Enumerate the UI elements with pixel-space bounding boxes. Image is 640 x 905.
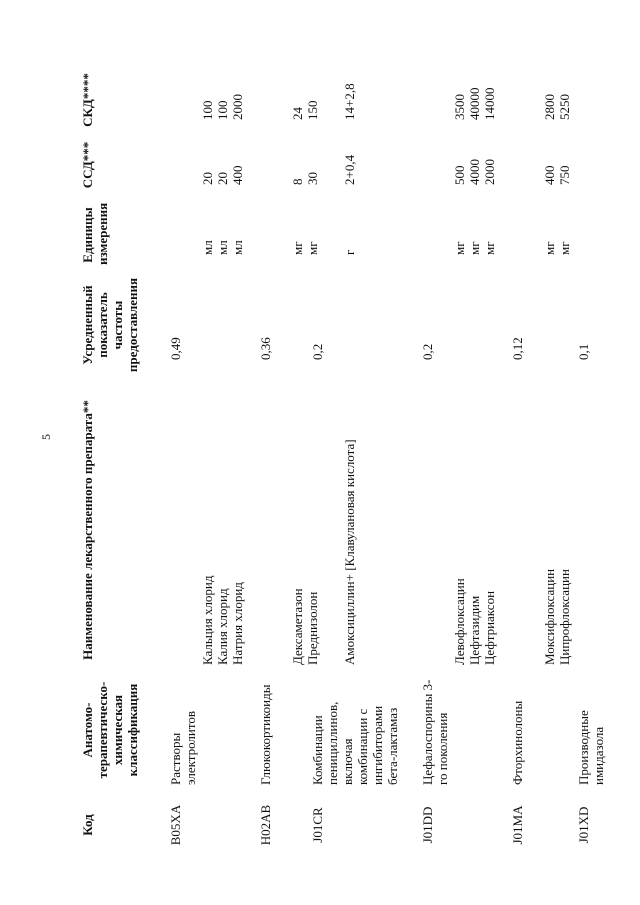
drug-skd: 14000 (482, 87, 497, 120)
drug-name: Преднизолон (305, 591, 320, 665)
row-atc-classification: Цефалоспорины 3-го поколения (420, 679, 450, 785)
drug-unit: мг (557, 241, 572, 255)
drug-skd: 24 (290, 107, 305, 120)
row-frequency: 0,36 (258, 337, 273, 360)
row-atc-classification: Растворы электролитов (168, 710, 198, 785)
drug-name: Натрия хлорид (230, 582, 245, 665)
drug-name: Дексаметазон (290, 588, 305, 665)
drug-name: Кальция хлорид (200, 575, 215, 665)
row-atc-classification: Фторхинолоны (510, 700, 525, 785)
drug-skd: 2800 (542, 94, 557, 120)
row-code: J01MA (510, 805, 525, 845)
drug-name: Амоксициллин+ [Клавулановая кислота] (342, 439, 357, 665)
drug-ssd: 8 (290, 178, 305, 185)
drug-name: Моксифлоксацин (542, 568, 557, 665)
drug-table (80, 65, 606, 855)
header-drug-name: Наименование лекарственного препарата** (80, 400, 95, 660)
drug-skd: 2000 (230, 94, 245, 120)
header-frequency: Усредненный показатель частоты предоставления (80, 277, 140, 373)
drug-skd: 100 (215, 100, 230, 120)
row-frequency: 0,1 (576, 343, 591, 360)
row-frequency: 0,49 (168, 337, 183, 360)
row-code: J01DD (420, 806, 435, 844)
drug-unit: мл (200, 240, 215, 255)
row-code: H02AB (258, 804, 273, 846)
drug-skd: 150 (305, 100, 320, 120)
row-code: B05XA (168, 804, 183, 846)
drug-name: Ципрофлоксацин (557, 569, 572, 665)
drug-name: Калия хлорид (215, 588, 230, 665)
drug-ssd: 750 (557, 165, 572, 185)
header-code: Код (80, 814, 95, 836)
drug-skd: 14+2,8 (342, 83, 357, 120)
drug-name: Цефтриаксон (482, 590, 497, 665)
drug-unit: мг (305, 241, 320, 255)
drug-unit: мл (215, 240, 230, 255)
drug-unit: мг (452, 241, 467, 255)
drug-name: Левофлоксацин (452, 578, 467, 665)
row-atc-classification: Комбинации пенициллинов, включая комбинации с ингибиторами бета-лактамаз (310, 701, 400, 785)
drug-ssd: 2000 (482, 159, 497, 185)
drug-unit: мл (230, 240, 245, 255)
header-unit: Единицы измерения (80, 202, 110, 265)
drug-ssd: 400 (230, 165, 245, 185)
drug-skd: 100 (200, 100, 215, 120)
row-frequency: 0,12 (510, 337, 525, 360)
drug-ssd: 20 (215, 172, 230, 185)
drug-unit: г (342, 249, 357, 255)
drug-skd: 40000 (467, 87, 482, 120)
row-frequency: 0,2 (420, 343, 435, 360)
row-atc-classification: Производные имидазола (576, 710, 606, 785)
row-frequency: 0,2 (310, 343, 325, 360)
drug-unit: мг (542, 241, 557, 255)
row-code: J01XD (576, 806, 591, 844)
drug-ssd: 2+0,4 (342, 154, 357, 185)
drug-ssd: 20 (200, 172, 215, 185)
drug-ssd: 400 (542, 165, 557, 185)
drug-ssd: 4000 (467, 159, 482, 185)
header-ssd: ССД*** (80, 141, 95, 189)
drug-name: Цефтазидим (467, 595, 482, 665)
header-atc: Анатомо-терапевтическо-химическая классификация (80, 681, 140, 779)
drug-skd: 5250 (557, 94, 572, 120)
drug-ssd: 30 (305, 172, 320, 185)
row-code: J01CR (310, 807, 325, 843)
drug-unit: мг (467, 241, 482, 255)
row-atc-classification: Глюкокортикоиды (258, 684, 273, 785)
drug-unit: мг (290, 241, 305, 255)
drug-skd: 3500 (452, 94, 467, 120)
header-skd: СКД**** (80, 73, 95, 127)
drug-ssd: 500 (452, 165, 467, 185)
page-number: 5 (39, 434, 53, 440)
drug-unit: мг (482, 241, 497, 255)
